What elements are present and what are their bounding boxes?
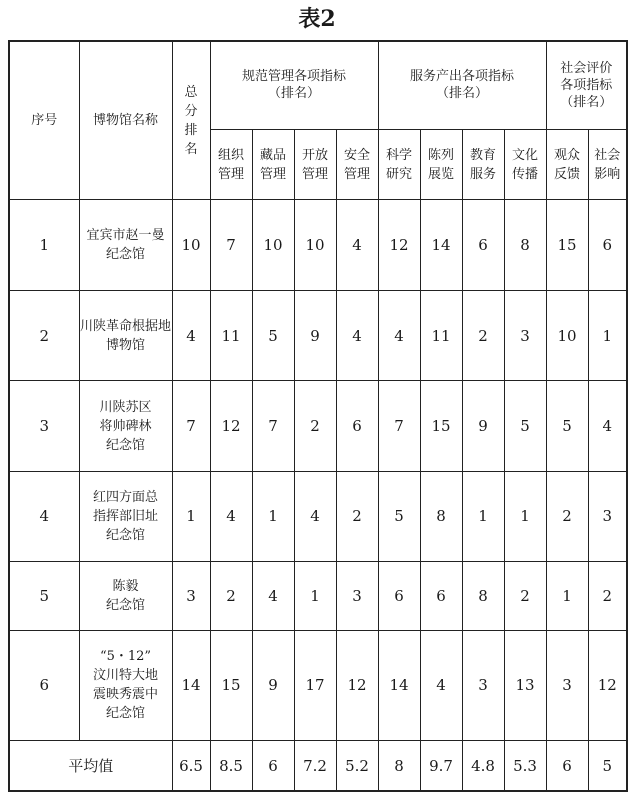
row-museum-name: 红四方面总 指挥部旧址 纪念馆 <box>79 471 172 561</box>
header-sub <box>546 129 588 199</box>
row-seq: 6 <box>9 630 79 741</box>
header-group-management: 规范管理各项指标 （排名） <box>210 41 378 129</box>
row-indicator-rank: 1 <box>252 471 294 561</box>
row-seq: 5 <box>9 562 79 630</box>
row-indicator-rank: 9 <box>294 290 336 380</box>
row-indicator-rank: 3 <box>588 471 627 561</box>
row-indicator-rank: 4 <box>420 630 462 741</box>
table-row <box>9 562 627 630</box>
average-value: 5 <box>588 741 627 791</box>
table-row <box>9 200 627 290</box>
row-indicator-rank: 2 <box>294 381 336 471</box>
row-indicator-rank: 2 <box>504 562 546 630</box>
row-indicator-rank: 3 <box>504 290 546 380</box>
average-value: 4.8 <box>462 741 504 791</box>
header-sub <box>462 129 504 199</box>
header-name: 博物馆名称 <box>79 41 172 200</box>
row-seq: 1 <box>9 200 79 290</box>
header-sub-label: 藏品管理 <box>259 147 286 182</box>
row-indicator-rank: 5 <box>252 290 294 380</box>
row-indicator-rank: 12 <box>378 200 420 290</box>
row-indicator-rank: 2 <box>462 290 504 380</box>
header-sub <box>294 129 336 199</box>
row-indicator-rank: 4 <box>588 381 627 471</box>
table-row <box>9 290 627 380</box>
row-indicator-rank: 1 <box>294 562 336 630</box>
row-indicator-rank: 7 <box>210 200 252 290</box>
row-indicator-rank: 7 <box>252 381 294 471</box>
header-sub-label: 开放管理 <box>301 147 328 182</box>
header-sub-label: 陈列展览 <box>428 147 455 182</box>
row-indicator-rank: 4 <box>378 290 420 380</box>
museum-ranking-table <box>8 40 628 792</box>
row-seq: 4 <box>9 471 79 561</box>
row-indicator-rank: 9 <box>462 381 504 471</box>
row-indicator-rank: 12 <box>210 381 252 471</box>
row-museum-name: “5・12” 汶川特大地 震映秀震中 纪念馆 <box>79 630 172 741</box>
row-museum-name: 川陕苏区 将帅碑林 纪念馆 <box>79 381 172 471</box>
average-value: 7.2 <box>294 741 336 791</box>
row-indicator-rank: 4 <box>294 471 336 561</box>
row-indicator-rank: 15 <box>546 200 588 290</box>
row-seq: 2 <box>9 290 79 380</box>
average-label: 平均值 <box>9 741 172 791</box>
header-total-rank-label: 总分排名 <box>184 84 198 157</box>
table-row <box>9 630 627 741</box>
header-sub <box>504 129 546 199</box>
header-sub <box>420 129 462 199</box>
row-indicator-rank: 4 <box>336 290 378 380</box>
header-sub-label: 社会影响 <box>594 147 621 182</box>
header-sub <box>336 129 378 199</box>
row-indicator-rank: 15 <box>210 630 252 741</box>
row-indicator-rank: 5 <box>504 381 546 471</box>
table-row <box>9 471 627 561</box>
header-sub <box>588 129 627 199</box>
row-indicator-rank: 3 <box>336 562 378 630</box>
row-total-rank: 4 <box>172 290 210 380</box>
row-indicator-rank: 15 <box>420 381 462 471</box>
average-value: 8 <box>378 741 420 791</box>
row-total-rank: 7 <box>172 381 210 471</box>
row-indicator-rank: 3 <box>462 630 504 741</box>
average-value: 6 <box>252 741 294 791</box>
row-indicator-rank: 1 <box>546 562 588 630</box>
row-total-rank: 10 <box>172 200 210 290</box>
row-indicator-rank: 6 <box>588 200 627 290</box>
row-indicator-rank: 5 <box>378 471 420 561</box>
row-indicator-rank: 14 <box>420 200 462 290</box>
row-indicator-rank: 9 <box>252 630 294 741</box>
header-sub-label: 教育服务 <box>470 147 497 182</box>
row-indicator-rank: 4 <box>210 471 252 561</box>
header-seq: 序号 <box>9 41 79 200</box>
header-sub-label: 安全管理 <box>343 147 370 182</box>
average-value: 8.5 <box>210 741 252 791</box>
row-indicator-rank: 6 <box>378 562 420 630</box>
header-sub-label: 科学研究 <box>386 147 413 182</box>
row-indicator-rank: 7 <box>378 381 420 471</box>
row-indicator-rank: 8 <box>420 471 462 561</box>
row-indicator-rank: 1 <box>462 471 504 561</box>
row-indicator-rank: 6 <box>420 562 462 630</box>
average-value: 6 <box>546 741 588 791</box>
row-indicator-rank: 10 <box>546 290 588 380</box>
header-sub <box>252 129 294 199</box>
row-indicator-rank: 4 <box>336 200 378 290</box>
row-indicator-rank: 14 <box>378 630 420 741</box>
row-indicator-rank: 6 <box>336 381 378 471</box>
row-indicator-rank: 5 <box>546 381 588 471</box>
row-indicator-rank: 10 <box>252 200 294 290</box>
row-indicator-rank: 17 <box>294 630 336 741</box>
average-value: 5.2 <box>336 741 378 791</box>
row-indicator-rank: 12 <box>336 630 378 741</box>
row-indicator-rank: 13 <box>504 630 546 741</box>
header-sub-label: 组织管理 <box>217 147 244 182</box>
row-indicator-rank: 2 <box>588 562 627 630</box>
average-value: 5.3 <box>504 741 546 791</box>
row-indicator-rank: 10 <box>294 200 336 290</box>
row-indicator-rank: 12 <box>588 630 627 741</box>
row-indicator-rank: 11 <box>210 290 252 380</box>
row-museum-name: 宜宾市赵一曼 纪念馆 <box>79 200 172 290</box>
average-row <box>9 741 627 791</box>
header-sub-label: 观众反馈 <box>554 147 581 182</box>
header-group-service: 服务产出各项指标 （排名） <box>378 41 546 129</box>
table-title: 表2 <box>298 6 336 32</box>
row-museum-name: 川陕革命根据地 博物馆 <box>79 290 172 380</box>
header-row-groups <box>9 41 627 129</box>
header-total-rank <box>172 41 210 200</box>
row-museum-name: 陈毅 纪念馆 <box>79 562 172 630</box>
row-indicator-rank: 11 <box>420 290 462 380</box>
row-total-rank: 1 <box>172 471 210 561</box>
row-seq: 3 <box>9 381 79 471</box>
row-indicator-rank: 6 <box>462 200 504 290</box>
row-indicator-rank: 1 <box>588 290 627 380</box>
header-sub-label: 文化传播 <box>512 147 539 182</box>
row-total-rank: 14 <box>172 630 210 741</box>
header-sub <box>378 129 420 199</box>
row-indicator-rank: 1 <box>504 471 546 561</box>
header-sub <box>210 129 252 199</box>
header-group-social: 社会评价 各项指标 （排名） <box>546 41 627 129</box>
average-value: 6.5 <box>172 741 210 791</box>
row-indicator-rank: 8 <box>504 200 546 290</box>
row-indicator-rank: 2 <box>210 562 252 630</box>
row-indicator-rank: 2 <box>336 471 378 561</box>
row-total-rank: 3 <box>172 562 210 630</box>
row-indicator-rank: 3 <box>546 630 588 741</box>
row-indicator-rank: 8 <box>462 562 504 630</box>
table-row <box>9 381 627 471</box>
row-indicator-rank: 4 <box>252 562 294 630</box>
average-value: 9.7 <box>420 741 462 791</box>
row-indicator-rank: 2 <box>546 471 588 561</box>
